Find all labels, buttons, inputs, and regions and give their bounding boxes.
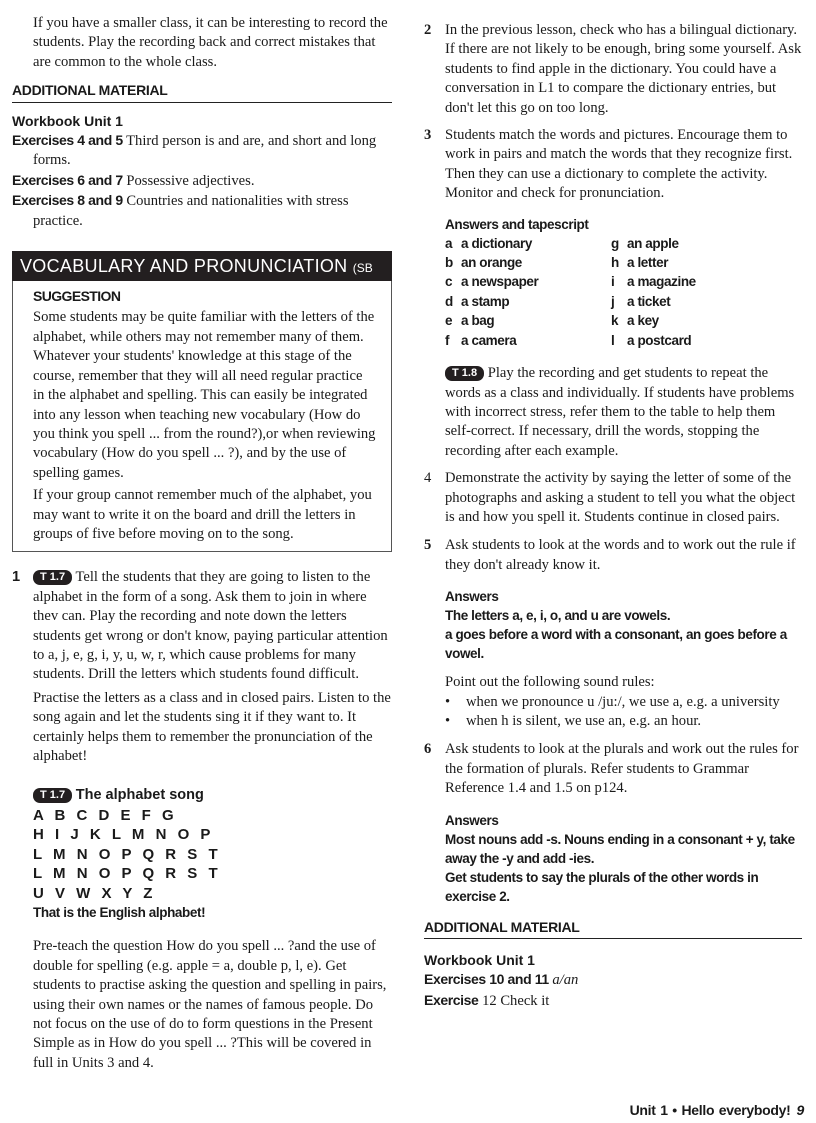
workbook-heading: Workbook Unit 1: [12, 112, 123, 129]
exercise-line: [12, 171, 392, 191]
exercise-line: [12, 131, 392, 171]
suggestion-label: SUGGESTION: [33, 288, 121, 305]
suggestion-box: [12, 281, 392, 552]
additional-material-heading: ADDITIONAL MATERIAL: [424, 918, 802, 939]
left-column: [12, 14, 392, 1073]
exercise-label: Exercise: [424, 991, 479, 1008]
exercise-label: Exercises 6 and 7: [12, 171, 123, 188]
answer-item: h a letter: [611, 255, 669, 271]
song-line: A B C D E F G: [33, 806, 175, 824]
answers-heading: Answers and tapescript: [445, 216, 589, 232]
answer-line: Most nouns add -s. Nouns ending in a consonant + y, take away the -y and add -ies.: [445, 831, 795, 866]
item-2: [424, 21, 802, 118]
item-4: [424, 469, 802, 527]
answer-item: f a camera: [445, 332, 517, 348]
item-text: Students match the words and pictures. Encourage them to work in pairs and match the words that they recognize first. Then they can use a dictionary to complete the activity. Monitor and check for pronunciation.: [445, 127, 793, 202]
t18-text: Play the recording and get students to repeat the words as a class and individually. If students have problems with incorrect stress, refer them to the table to help them self-correct. If necessary, drill the words, stopping the recording after each example.: [445, 365, 795, 459]
t18-paragraph: [424, 364, 802, 461]
answers-heading: Answers: [445, 589, 499, 605]
closing-paragraph: Pre-teach the question How do you spell ... ?and the use of double for spelling (e.g. apple = a, double p, l, e). Get students to practise asking the question and spelling in pairs, using their own names or the names of famous people. Do not focus on the use of do to form questions in the Present Simple as in How do you spell ... ?This will be covered in full in Units 3 and 4.: [33, 938, 387, 1071]
item-number: 3: [424, 127, 432, 144]
item-text: Demonstrate the activity by saying the letter of some of the photographs and asking a student to tell you what the object is and how you spell it. Students continue in closed pairs.: [445, 470, 796, 525]
answer-item: b an orange: [445, 255, 522, 271]
song-line: L M N O P Q R S T: [33, 845, 219, 863]
item-5: [424, 536, 802, 575]
answer-item: j a ticket: [611, 293, 671, 309]
suggestion-paragraph: Some students may be quite familiar with the letters of the alphabet, while others may not remember many of them. Whatever your students' knowledge at this stage of the course, remember that they will all need regular practice in the alphabet and spelling. This can easily be integrated into any lesson when teaching new vocabulary (How do you think you spell ... from the round?),or when reviewing vocabulary (How do you spell ... ?), and by the use of spelling games.: [33, 309, 376, 481]
workbook-heading: Workbook Unit 1: [424, 952, 535, 968]
answer-line: The letters a, e, i, o, and u are vowels.: [445, 608, 671, 624]
item-number: 6: [424, 741, 432, 758]
exercise-text: Third person is and are, and short and long forms.: [33, 133, 377, 169]
answers-grid: [445, 234, 802, 350]
page-number: 9: [796, 1102, 804, 1118]
exercise-text: Possessive adjectives.: [122, 172, 255, 189]
answer-item: c a newspaper: [445, 274, 539, 290]
answer-item: a a dictionary: [445, 235, 532, 251]
item-number: 2: [424, 22, 432, 38]
item-3: [424, 126, 802, 204]
intro-paragraph: If you have a smaller class, it can be interesting to record the students. Play the recording back and correct mistakes that are common to the whole class.: [33, 15, 388, 70]
section-reference: (SB p10): [20, 261, 373, 298]
list-item: • when h is silent, we use an, e.g. an hour.: [445, 712, 802, 731]
audio-track-badge: T 1.8: [445, 366, 484, 381]
audio-track-badge: T 1.7: [33, 788, 72, 803]
answers-vowels: [424, 587, 802, 663]
answer-line: a goes before a word with a consonant, an goes before a vowel.: [445, 627, 787, 662]
song-title: The alphabet song: [75, 787, 204, 804]
exercise-label: Exercises 10 and 11: [424, 971, 549, 988]
item-6: [424, 740, 802, 798]
alphabet-song: [12, 786, 392, 922]
item-text: Tell the students that they are going to listen to the alphabet in the form of a song. Ask them to join in where thev can. Play the recording and note down the letters students get wrong or don't know, paying particular attention to a, j, e, g, i, y, u, w, r, which cause problems for many students. Drill the letters which students found difficult.: [33, 569, 388, 683]
song-line: L M N O P Q R S T: [33, 865, 219, 883]
item-text: In the previous lesson, check who has a bilingual dictionary. If there are not likely to be enough, bring some yourself. Ask students to find apple in the dictionary. You could have a conversation in L1 to compare the dictionary entries, but don't let this go on too long.: [445, 22, 802, 116]
exercise-text: Countries and nationalities with stress practice.: [33, 193, 349, 229]
sound-rules-intro: Point out the following sound rules:: [445, 674, 655, 691]
answer-item: e a bag: [445, 313, 495, 329]
item-1-paragraph: Practise the letters as a class and in closed pairs. Listen to the song again and let the students sing it if they want to. It certainly helps them to remember the pronunciation of the alphabet!: [33, 689, 391, 764]
answers-plurals: [424, 811, 802, 906]
answer-item: d a stamp: [445, 293, 510, 309]
answers-heading: Answers: [445, 812, 499, 828]
item-1: [12, 568, 392, 684]
section-title: VOCABULARY AND PRONUNCIATION: [20, 256, 348, 277]
list-item: • when we pronounce u /ju:/, we use a, e.g. a university: [445, 693, 802, 712]
answer-line: Get students to say the plurals of the other words in exercise 2.: [445, 869, 759, 904]
item-number: 1: [12, 569, 21, 586]
song-line: U V W X Y Z: [33, 884, 154, 902]
item-text: Ask students to look at the plurals and work out the rules for the formation of plurals. Refer students to Grammar Reference 1.4 and 1.5 on p124.: [445, 741, 799, 797]
song-line: H I J K L M N O P: [33, 826, 212, 844]
exercise-label: Exercises 4 and 5: [12, 132, 123, 149]
exercise-label: Exercises 8 and 9: [12, 192, 123, 209]
answer-item: g an apple: [611, 235, 679, 251]
sound-rules-list: [424, 693, 802, 732]
exercise-line: [12, 191, 392, 231]
item-number: 5: [424, 537, 432, 554]
exercise-line: [424, 970, 802, 990]
right-column: [424, 14, 802, 1011]
answer-item: i a magazine: [611, 274, 696, 290]
item-number: 4: [424, 470, 432, 487]
additional-material-heading: ADDITIONAL MATERIAL: [12, 81, 392, 102]
exercise-line: [424, 991, 802, 1011]
audio-track-badge: T 1.7: [33, 570, 72, 585]
item-text: Ask students to look at the words and to work out the rule if they don't already know it.: [445, 537, 796, 573]
suggestion-paragraph: If your group cannot remember much of the alphabet, you may want to write it on the board and drill the letters in groups of five before moving on to the song.: [33, 487, 372, 542]
answers-block: [424, 215, 802, 350]
exercise-text: a/an: [548, 972, 579, 989]
answer-item: l a postcard: [611, 332, 692, 348]
exercise-text: 12 Check it: [478, 992, 550, 1009]
answer-item: k a key: [611, 313, 659, 329]
page-footer: [630, 1101, 804, 1120]
footer-unit-title: Unit 1 • Hello everybody!: [629, 1102, 791, 1118]
song-last-line: That is the English alphabet!: [33, 905, 206, 921]
